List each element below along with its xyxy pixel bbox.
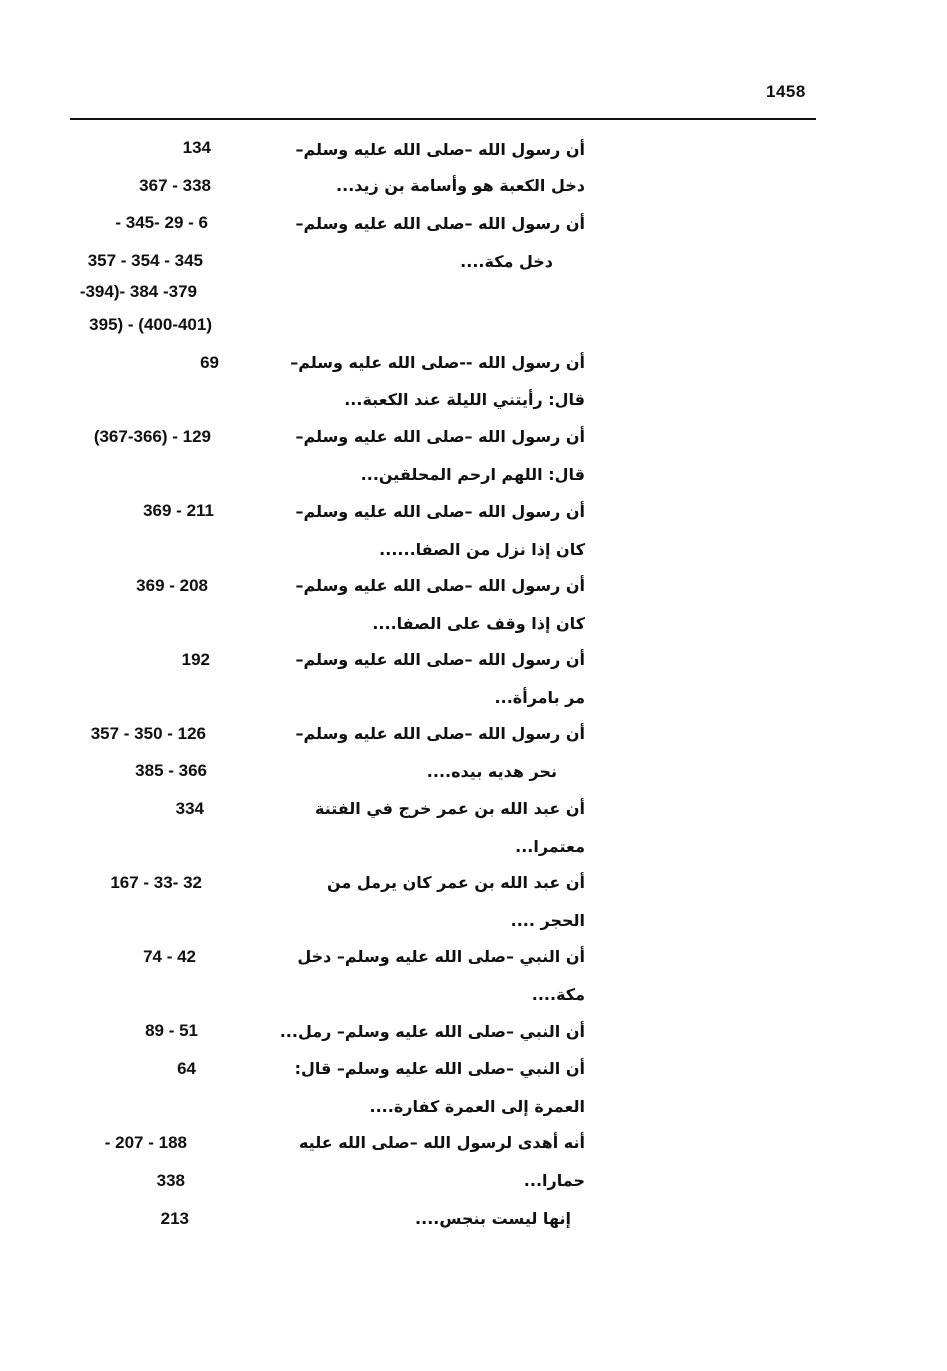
entry-page-refs: 192 xyxy=(181,650,210,669)
entry-text-line: أن رسول الله –صلى الله عليه وسلم– xyxy=(295,724,585,743)
entry-text-line: أن رسول الله –صلى الله عليه وسلم– xyxy=(295,427,585,446)
entry-page-refs: 357 - 354 - 345 xyxy=(87,251,203,270)
page-number: 1458 xyxy=(766,82,806,101)
entry-page-refs: (367-366) - 129 xyxy=(93,427,211,446)
entry-text-line: أن عبد الله بن عمر خرج في الفتنة xyxy=(314,799,585,818)
entry-text-line: أن رسول الله –صلى الله عليه وسلم– xyxy=(295,502,585,521)
entry-page-refs: - 207 - 188 xyxy=(104,1133,187,1152)
entry-page-refs: - 345- 29 - 6 xyxy=(115,213,208,232)
entry-page-refs: 395) - (400-401) xyxy=(89,315,212,334)
entry-page-refs: 357 - 350 - 126 xyxy=(90,724,206,743)
entry-text-line: أن النبي –صلى الله عليه وسلم– دخل xyxy=(297,947,585,966)
entry-text-line: العمرة إلى العمرة كفارة.... xyxy=(369,1097,585,1116)
entry-text-line: الحجر .... xyxy=(510,911,585,930)
entry-text-line: أنه أهدى لرسول الله –صلى الله عليه xyxy=(298,1133,585,1152)
entry-text-line: أن رسول الله –صلى الله عليه وسلم– xyxy=(295,650,585,669)
entry-page-refs: -394)- 384 -379 xyxy=(79,282,197,301)
entry-text-line: دخل الكعبة هو وأسامة بن زيد... xyxy=(336,176,585,195)
entry-page-refs: 334 xyxy=(175,799,204,818)
entry-text-line: أن النبي –صلى الله عليه وسلم– قال: xyxy=(294,1059,585,1078)
entry-text-line: أن رسول الله –صلى الله عليه وسلم– xyxy=(295,214,585,233)
entry-text-line: كان إذا وقف على الصفا.... xyxy=(372,614,585,633)
entry-page-refs: 367 - 338 xyxy=(139,176,211,195)
entry-text-line: مر بامرأة... xyxy=(494,688,585,707)
entry-text-line: معتمرا... xyxy=(515,837,585,856)
entry-text-line: أن رسول الله –صلى الله عليه وسلم– xyxy=(295,140,585,159)
entry-text-line: إنها ليست بنجس.... xyxy=(415,1209,571,1228)
header-rule xyxy=(70,118,816,120)
entry-text-line: قال: رأيتني الليلة عند الكعبة... xyxy=(344,390,585,409)
entry-page-refs: 338 xyxy=(156,1171,185,1190)
entry-page-refs: 369 - 208 xyxy=(136,576,208,595)
entry-text-line: أن النبي –صلى الله عليه وسلم– رمل... xyxy=(279,1022,585,1041)
entry-text-line: أن رسول الله –صلى الله عليه وسلم– xyxy=(295,576,585,595)
entry-text-line: نحر هديه بيده.... xyxy=(426,762,557,781)
entry-page-refs: 167 - 33- 32 xyxy=(110,873,202,892)
entry-page-refs: 213 xyxy=(160,1209,189,1228)
entry-text-line: دخل مكة.... xyxy=(460,252,553,271)
entry-text-line: حمارا... xyxy=(523,1171,585,1190)
entry-page-refs: 89 - 51 xyxy=(145,1021,198,1040)
entry-page-refs: 64 xyxy=(177,1059,196,1078)
entry-page-refs: 74 - 42 xyxy=(143,947,196,966)
entry-text-line: قال: اللهم ارحم المحلقين... xyxy=(360,465,585,484)
entry-text-line: كان إذا نزل من الصفا...... xyxy=(379,540,585,559)
entry-text-line: أن عبد الله بن عمر كان يرمل من xyxy=(327,873,585,892)
entry-page-refs: 369 - 211 xyxy=(143,501,214,520)
entry-text-line: أن رسول الله --صلى الله عليه وسلم– xyxy=(290,353,585,372)
entry-page-refs: 385 - 366 xyxy=(135,761,207,780)
entry-page-refs: 69 xyxy=(200,353,219,372)
entry-text-line: مكة.... xyxy=(531,985,585,1004)
entry-page-refs: 134 xyxy=(182,138,211,157)
